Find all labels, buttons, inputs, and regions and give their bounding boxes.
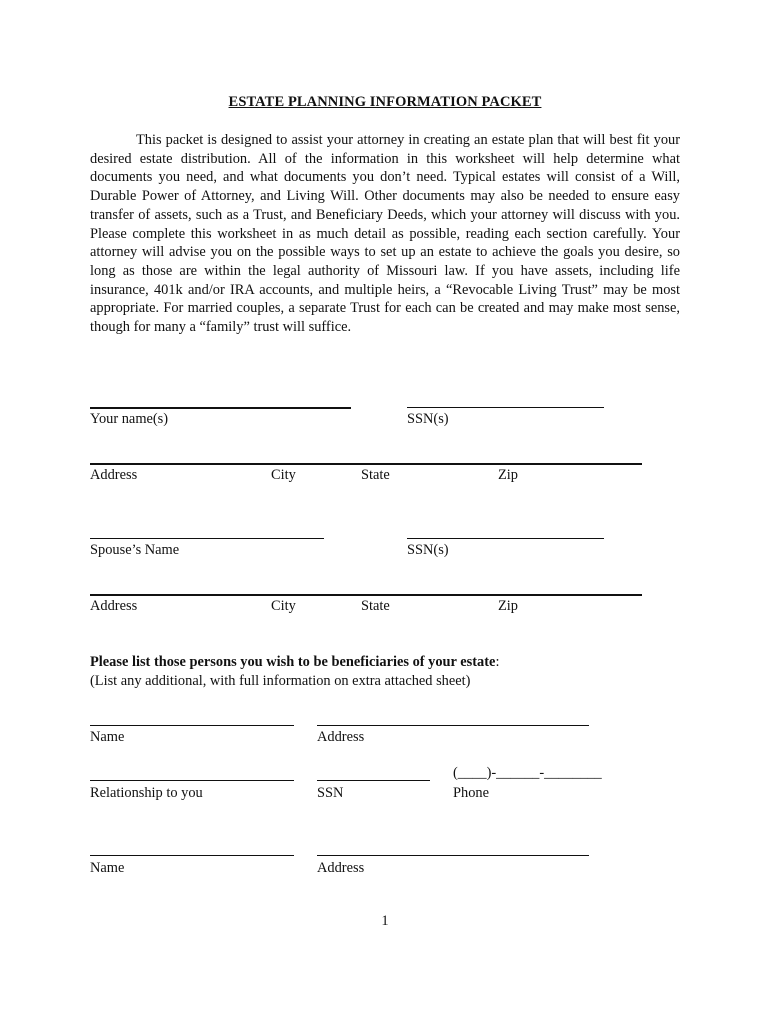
client-name-label: Your name(s): [90, 411, 169, 427]
spouse-address-label: Address: [90, 598, 138, 614]
beneficiaries-heading-text: Please list those persons you wish to be beneficiaries of your estate: [90, 654, 496, 670]
spouse-address-field[interactable]: [90, 594, 642, 596]
beneficiary1-name-field[interactable]: [90, 725, 294, 726]
client-state-label: State: [361, 467, 390, 483]
beneficiary1-ssn-field[interactable]: [317, 780, 430, 781]
client-zip-label: Zip: [498, 467, 518, 483]
beneficiary2-name-label: Name: [90, 860, 125, 876]
client-city-label: City: [271, 467, 296, 483]
client-address-field[interactable]: [90, 463, 642, 465]
beneficiary1-phone-label: Phone: [453, 785, 489, 801]
spouse-state-label: State: [361, 598, 390, 614]
client-address-label: Address: [90, 467, 138, 483]
client-ssn-field[interactable]: [407, 407, 604, 408]
spouse-ssn-label: SSN(s): [407, 542, 449, 558]
beneficiaries-heading: [90, 654, 499, 671]
client-name-field[interactable]: [90, 407, 351, 409]
beneficiary1-phone-field[interactable]: (____)-______-________: [453, 765, 602, 781]
beneficiary1-ssn-label: SSN: [317, 785, 344, 801]
beneficiary2-address-label: Address: [317, 860, 365, 876]
beneficiary1-name-label: Name: [90, 729, 125, 745]
spouse-city-label: City: [271, 598, 296, 614]
intro-paragraph: This packet is designed to assist your attorney in creating an estate plan that will best fit your desired estate distribution. All of the information in this worksheet will help determine what documents you need, and what documents you don’t need. Typical estates will consist of a Will, Durable Power of Attorney, and Living Will. Other documents may also be needed to ensure easy transfer of assets, such as a Trust, and Beneficiary Deeds, which your attorney will discuss with you. Please complete this worksheet in as much detail as possible, reading each section carefully. Your attorney will advise you on the possible ways to set up an estate to achieve the goals you desire, so long as those are within the legal authority of Missouri law. If you have assets, including life insurance, 401k and/or IRA accounts, and multiple heirs, a “Revocable Living Trust” may be most appropriate. For married couples, a separate Trust for each can be created and may make most sense, though for many a “family” trust will suffice.: [90, 132, 680, 336]
beneficiary1-address-label: Address: [317, 729, 365, 745]
beneficiaries-note: (List any additional, with full information on extra attached sheet): [90, 673, 471, 689]
beneficiary1-relationship-field[interactable]: [90, 780, 294, 781]
spouse-name-label: Spouse’s Name: [90, 542, 180, 558]
spouse-name-field[interactable]: [90, 538, 324, 539]
spouse-zip-label: Zip: [498, 598, 518, 614]
document-title: ESTATE PLANNING INFORMATION PACKET: [228, 94, 542, 110]
beneficiary2-address-field[interactable]: [317, 855, 589, 856]
beneficiaries-heading-colon: :: [495, 654, 500, 670]
beneficiary2-name-field[interactable]: [90, 855, 294, 856]
spouse-ssn-field[interactable]: [407, 538, 604, 539]
page-number: 1: [381, 913, 389, 929]
beneficiary1-address-field[interactable]: [317, 725, 589, 726]
client-ssn-label: SSN(s): [407, 411, 449, 427]
beneficiary1-relationship-label: Relationship to you: [90, 785, 203, 801]
